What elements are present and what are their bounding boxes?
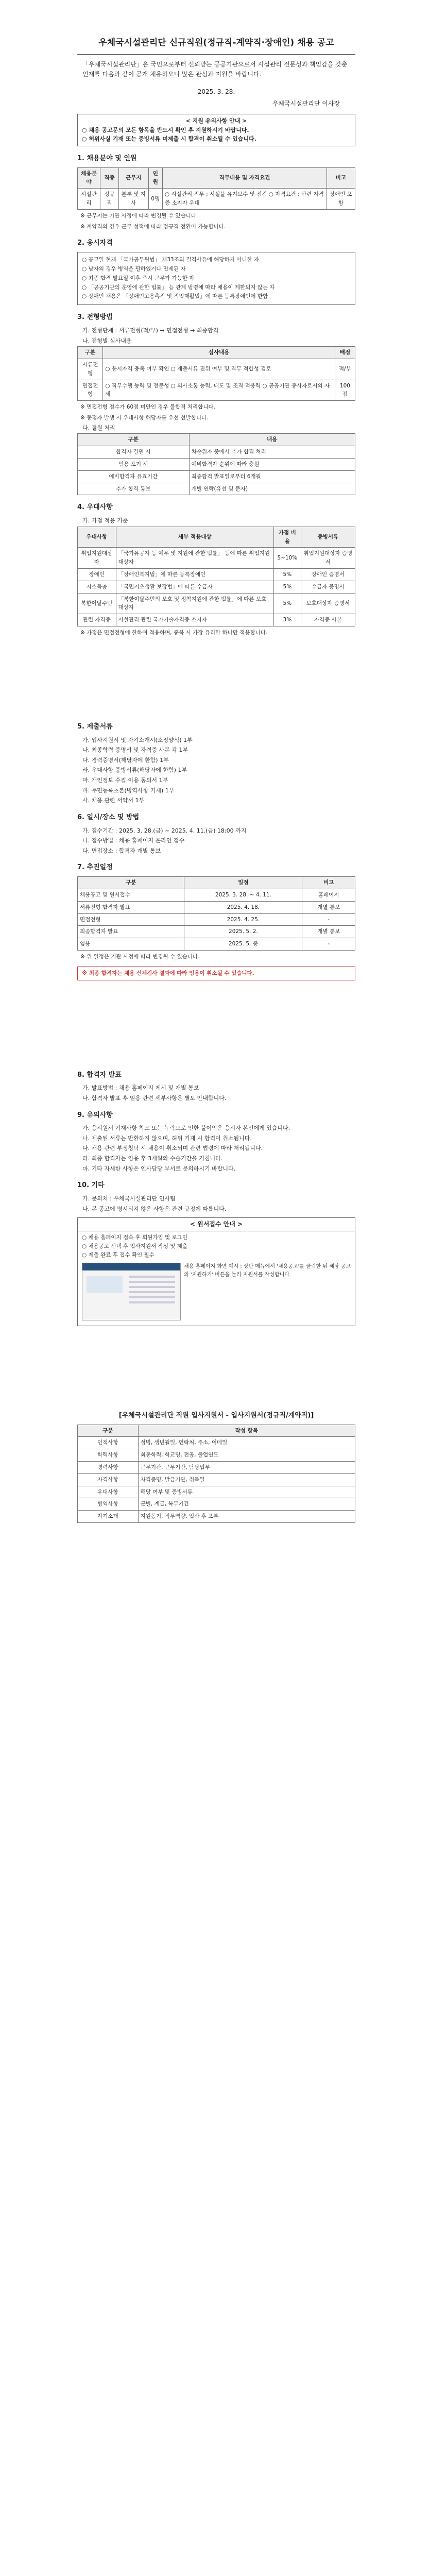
table-note: ※ 위 일정은 기관 사정에 따라 변경될 수 있습니다. [80,953,200,960]
table-header: 구분 [78,1425,139,1437]
table-cell: 임용 포기 시 [78,459,190,471]
table-cell: 자격사항 [78,1473,139,1486]
eligibility-item: ○ 장애인 채용은 「장애인고용촉진 및 직업재활법」에 따른 등록장애인에 한함 [82,293,268,300]
application-guide [77,1217,355,1326]
section-heading: 9. 유의사항 [77,1111,113,1119]
table-cell: 장애인 [78,569,116,581]
eligibility-item: ○ 남자의 경우 병역을 필하였거나 면제된 자 [82,265,186,272]
table-cell: 면접전형 [78,913,184,926]
table-note: ※ 면접전형 점수가 60점 미만인 경우 불합격 처리합니다. [80,404,215,411]
table-cell: 채용공고 및 원서접수 [78,889,184,901]
table-cell: 최종합격자 발표 [78,926,184,938]
guide-title: < 원서접수 안내 > [78,1218,355,1231]
table-cell: 북한이탈주민 [78,593,116,614]
table-cell: 군별, 계급, 복무기간 [138,1498,355,1511]
table-header: 직종 [100,167,119,189]
table-cell: 추가 합격 통보 [78,483,190,495]
list-item: 나. 본 공고에 명시되지 않은 사항은 관련 규정에 따릅니다. [82,1205,227,1212]
list-item: 나. 합격자 발표 후 임용 관련 세부사항은 별도 안내합니다. [82,1094,227,1101]
table-cell: - [302,913,355,926]
table-cell: 「장애인복지법」에 따른 등록장애인 [116,569,273,581]
eligibility-item: ○ 최종 합격 발표일 이후 즉시 근무가 가능한 자 [82,275,195,281]
screenshot-text-lines [129,1276,175,1307]
list-item: 가. 입사지원서 및 자기소개서(소정양식) 1부 [82,736,193,743]
notice-line: ○ 채용 공고문의 모든 항목을 반드시 확인 후 지원하시기 바랍니다. [82,126,249,133]
warning-notice: ※ 최종 합격자는 채용 신체검사 결과에 따라 임용이 취소될 수 있습니다. [77,967,355,980]
table-cell: ○ 시설관리 직무 : 시설물 유지보수 및 점검 ○ 자격요건 : 관련 자격증 소지자 우대 [163,189,327,210]
list-item: 가. 응시원서 기재사항 착오 또는 누락으로 인한 불이익은 응시자 본인에게 있습니다. [82,1125,290,1132]
table-header: 근무지 [118,167,148,189]
table-cell: 관련 자격증 [78,614,116,626]
table-cell: 2025. 5. 중 [184,938,302,951]
list-item: 마. 개인정보 수집·이용 동의서 1부 [82,776,168,784]
table-header: 채용분야 [78,167,100,189]
table-header: 구분 [78,877,184,889]
organization-name: 우체국시설관리단 이사장 [272,99,340,107]
table-cell: 우대사항 [78,1486,139,1498]
eligibility-item: ○ 공고일 현재 「국가공무원법」 제33조의 결격사유에 해당하지 아니한 자 [82,257,260,263]
table-header: 인원 [148,167,162,189]
guide-line: ○ 채용공고 선택 후 입사지원서 작성 및 제출 [82,1243,187,1250]
table-cell: ○ 응시자격 충족 여부 확인 ○ 제출서류 진위 여부 및 직무 적합성 검토 [103,359,335,380]
table-header: 가점 비율 [273,527,301,548]
table-cell: 인적사항 [78,1437,139,1449]
table-cell: 최종합격 발표일로부터 6개월 [189,470,355,483]
screenshot-description: 채용 홈페이지 화면 예시 : 상단 메뉴에서 '채용공고'를 클릭한 뒤 해당 공고의 '지원하기' 버튼을 눌러 지원서를 작성합니다. [184,1263,351,1278]
table-cell: 자격증명, 발급기관, 취득일 [138,1473,355,1486]
table-cell: 예비합격자 순위에 따라 충원 [189,459,355,471]
table-cell: 5% [273,569,301,581]
section-heading: 10. 기타 [77,1181,105,1190]
table-cell: 경력사항 [78,1462,139,1474]
list-item: 다. 채용 관련 부정청탁 시 채용이 취소되며 관련 법령에 따라 처리됩니다. [82,1145,263,1152]
screenshot-logo [87,1276,123,1293]
announcement-date: 2025. 3. 28. [197,88,235,95]
table-header: 비고 [302,877,355,889]
screening-table [77,346,355,401]
table-cell: 시설관리 관련 국가기술자격증 소지자 [116,614,273,626]
section-heading: 3. 전형방법 [77,313,113,321]
vacancy-table [77,433,355,495]
table-cell: 5% [273,581,301,593]
table-cell: - [302,938,355,951]
table-header: 비고 [327,167,355,189]
table-cell: 서류전형 합격자 발표 [78,901,184,913]
spacer [77,637,355,715]
section-heading: 8. 합격자 발표 [77,1071,122,1079]
table-cell: 근무기관, 근무기간, 담당업무 [138,1462,355,1474]
list-item: 가. 가점 적용 기준 [82,517,128,524]
table-cell: 본부 및 지사 [118,189,148,210]
table-cell: 예비합격자 유효기간 [78,470,190,483]
table-cell: 시설관리 [78,189,100,210]
section-heading: 4. 우대사항 [77,503,113,512]
table-cell: 「국가유공자 등 예우 및 지원에 관한 법률」 등에 따른 취업지원대상자 [116,548,273,569]
table-cell: 홈페이지 [302,889,355,901]
section-heading: 6. 일시/장소 및 방법 [77,813,140,821]
table-note: ※ 계약직의 경우 근무 성적에 따라 정규직 전환이 가능합니다. [80,223,226,230]
table-cell: 보호대상자 증명서 [301,593,355,614]
guide-body [78,1231,355,1325]
table-cell: 학력사항 [78,1449,139,1462]
list-item: 마. 기타 자세한 사항은 인사담당 부서로 문의하시기 바랍니다. [82,1165,236,1172]
eligibility-item: ○ 「공공기관의 운영에 관한 법률」 등 관계 법령에 따라 채용이 제한되지 않는 자 [82,284,275,291]
table-cell: 면접전형 [78,380,103,401]
section-heading: 7. 추진일정 [77,863,113,872]
section-heading: 5. 제출서류 [77,722,113,731]
list-item: 나. 제출된 서류는 반환하지 않으며, 허위 기재 시 합격이 취소됩니다. [82,1134,252,1142]
list-item: 라. 최종 합격자는 임용 후 3개월의 수습기간을 거칩니다. [82,1155,223,1162]
form-title: [우체국시설관리단 직원 입사지원서 - 입사지원서(정규직/계약직)] [118,1411,314,1419]
table-header: 내용 [189,434,355,446]
table-cell: 성명, 생년월일, 연락처, 주소, 이메일 [138,1437,355,1449]
table-cell: 수급자 증명서 [301,581,355,593]
table-cell: 개별 통보 [302,926,355,938]
table-cell: 취업지원대상자 증명서 [301,548,355,569]
list-item: 다. 결원 처리 [82,424,115,431]
preference-table [77,527,355,626]
list-item: 바. 주민등록초본(병역사항 기재) 1부 [82,787,175,794]
table-header: 우대사항 [78,527,116,548]
list-item: 나. 최종학력 증명서 및 자격증 사본 각 1부 [82,747,188,754]
table-cell: ○ 직무수행 능력 및 전문성 ○ 의사소통 능력, 태도 및 조직 적응력 ○ 공공기관 종사자로서의 자세 [103,380,335,401]
table-cell: 지원동기, 직무역량, 입사 후 포부 [138,1511,355,1523]
table-cell: 개별 통보 [302,901,355,913]
table-cell: 2025. 5. 2. [184,926,302,938]
table-cell: 해당 여부 및 증빙서류 [138,1486,355,1498]
guide-line: ○ 제출 완료 후 접수 확인 필수 [82,1252,155,1259]
table-cell: 취업지원대상자 [78,548,116,569]
list-item: 나. 접수방법 : 채용 홈페이지 온라인 접수 [82,837,185,844]
list-item: 다. 면접장소 : 합격자 개별 통보 [82,847,161,854]
recruitment-table [77,167,355,210]
table-cell: 0명 [148,189,162,210]
list-item: 사. 채용 관련 서약서 1부 [82,797,145,804]
table-note: ※ 가점은 면접전형에 한하여 적용하며, 중복 시 가장 유리한 하나만 적용합니다. [80,630,268,636]
application-form-table [77,1425,355,1523]
table-note: ※ 동점자 발생 시 우대사항 해당자를 우선 선발합니다. [80,415,209,421]
table-cell: 5% [273,593,301,614]
table-cell: 최종학력, 학교명, 전공, 졸업연도 [138,1449,355,1462]
table-header: 일정 [184,877,302,889]
table-header: 증빙서류 [301,527,355,548]
table-cell: 100점 [335,380,355,401]
list-item: 가. 전형단계 : 서류전형(적/부) → 면접전형 → 최종합격 [82,327,219,334]
spacer [77,986,355,1063]
table-header: 구분 [78,347,103,359]
list-item: 가. 문의처 : 우체국시설관리단 인사팀 [82,1195,176,1202]
table-cell: 합격자 결원 시 [78,446,190,459]
notice-title: < 지원 유의사항 안내 > [185,117,247,124]
table-cell: 2025. 4. 25. [184,913,302,926]
eligibility-box [77,252,355,305]
table-cell: 개별 연락(유선 및 문자) [189,483,355,495]
table-cell: 자격증 사본 [301,614,355,626]
guide-screenshot-row [82,1263,351,1320]
table-cell: 임용 [78,938,184,951]
table-header: 배점 [335,347,355,359]
table-cell: 「국민기초생활 보장법」에 따른 수급자 [116,581,273,593]
schedule-table [77,876,355,951]
spacer [77,1326,355,1403]
table-header: 세부 적용대상 [116,527,273,548]
page-title: 우체국시설관리단 신규직원(정규직-계약직·장애인) 채용 공고 [77,36,355,55]
table-cell: 5~10% [273,548,301,569]
screenshot-header-bar [82,1263,180,1270]
table-cell: 차순위자 중에서 추가 합격 처리 [189,446,355,459]
guide-line: ○ 채용 홈페이지 접속 후 회원가입 및 로그인 [82,1234,187,1241]
announcement-page [77,36,355,1523]
table-cell: 저소득층 [78,581,116,593]
table-cell: 병역사항 [78,1498,139,1511]
list-item: 다. 경력증명서(해당자에 한함) 1부 [82,756,169,764]
table-header: 작성 항목 [138,1425,355,1437]
list-item: 가. 발표방법 : 채용 홈페이지 게시 및 개별 통보 [82,1084,199,1092]
table-header: 심사내용 [103,347,335,359]
list-item: 라. 우대사항 증빙서류(해당자에 한함) 1부 [82,767,187,774]
table-cell: 장애인 포함 [327,189,355,210]
table-cell: 2025. 4. 18. [184,901,302,913]
table-cell: 「북한이탈주민의 보호 및 정착지원에 관한 법률」에 따른 보호대상자 [116,593,273,614]
table-cell: 자기소개 [78,1511,139,1523]
table-note: ※ 근무지는 기관 사정에 따라 변경될 수 있습니다. [80,212,198,219]
table-cell: 정규직 [100,189,119,210]
table-cell: 2025. 3. 28. ~ 4. 11. [184,889,302,901]
section-heading: 1. 채용분야 및 인원 [77,154,137,162]
table-cell: 장애인 증명서 [301,569,355,581]
table-cell: 서류전형 [78,359,103,380]
notice-box [77,114,355,146]
table-cell: 3% [273,614,301,626]
table-header: 직무내용 및 자격요건 [163,167,327,189]
section-heading: 2. 응시자격 [77,239,113,247]
list-item: 나. 전형별 심사내용 [82,337,132,344]
table-cell: 적/부 [335,359,355,380]
notice-line: ○ 허위사실 기재 또는 증빙서류 미제출 시 합격이 취소될 수 있습니다. [82,135,256,143]
website-screenshot-image [82,1263,181,1320]
intro-text: 「우체국시설관리단」은 국민으로부터 신뢰받는 공공기관으로서 시설관리 전문성과 책임감을 갖춘 인재를 다음과 같이 공개 채용하오니 많은 관심과 지원을 바랍니다. [82,61,348,78]
table-header: 구분 [78,434,190,446]
list-item: 가. 접수기간 : 2025. 3. 28.(금) ~ 2025. 4. 11.(금) 18:00 까지 [82,827,247,834]
